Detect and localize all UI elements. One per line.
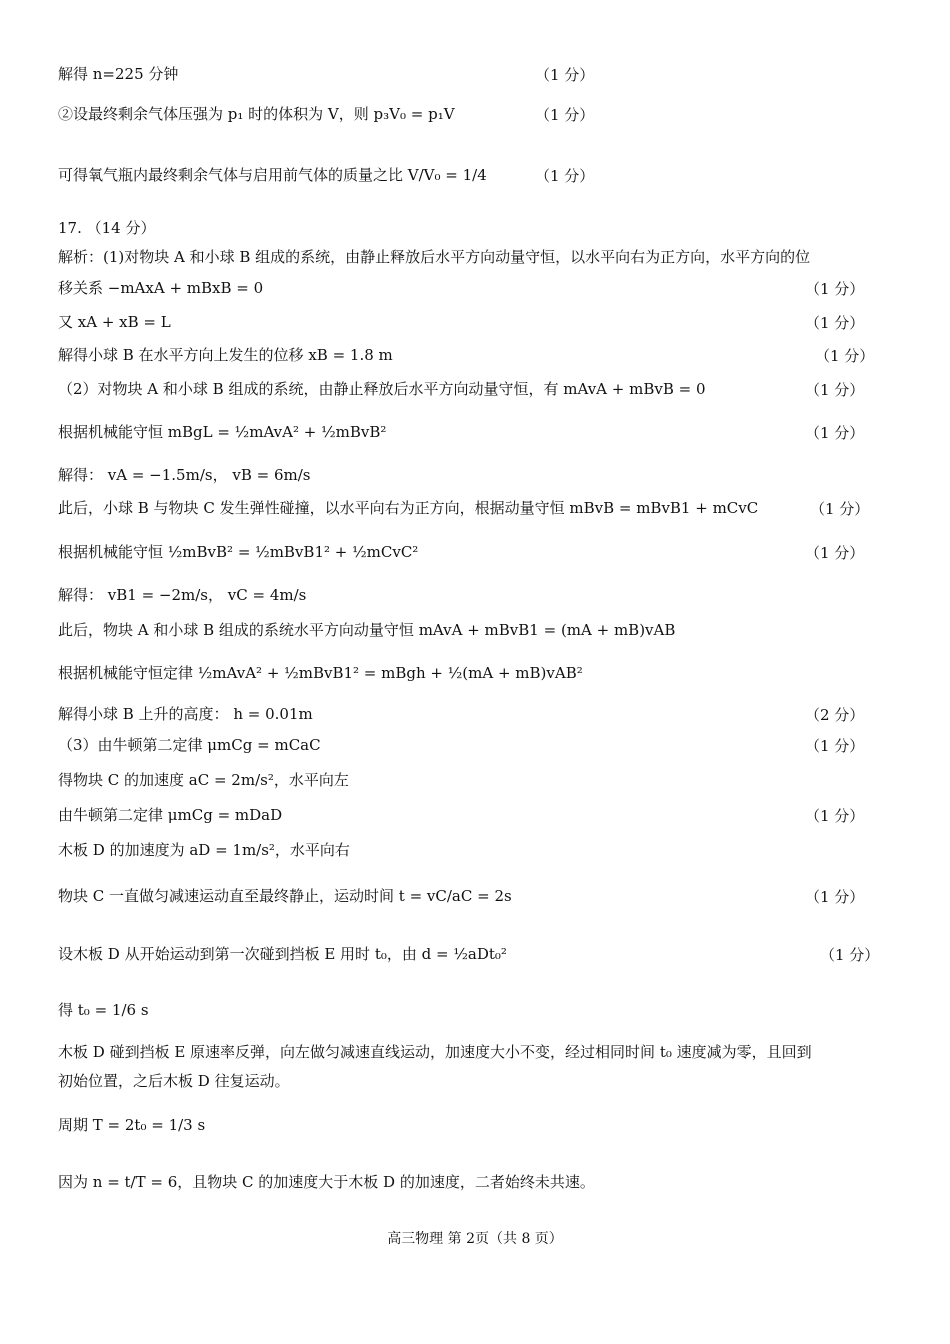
score-label: （1 分） <box>810 500 870 518</box>
score-label: （1 分） <box>805 314 865 332</box>
line-text: ②设最终剩余气体压强为 p₁ 时的体积为 V，则 p₃V₀ = p₁V <box>58 105 455 123</box>
line-text: 因为 n = t/T = 6，且物块 C 的加速度大于木板 D 的加速度，二者始终未共速。 <box>58 1173 595 1191</box>
text-line <box>58 379 893 399</box>
text-line <box>58 218 893 238</box>
line-text: 得物块 C 的加速度 aC = 2m/s²，水平向左 <box>58 771 349 789</box>
line-text: 解得小球 B 在水平方向上发生的位移 xB = 1.8 m <box>58 346 393 364</box>
text-line <box>58 1042 893 1062</box>
score-label: （1 分） <box>805 807 865 825</box>
text-line <box>58 1115 893 1135</box>
page-footer: 高三物理 第 2页（共 8 页） <box>387 1231 563 1247</box>
score-label: （1 分） <box>805 280 865 298</box>
score-label: （1 分） <box>535 66 595 84</box>
text-line <box>58 704 893 724</box>
text-line <box>58 465 893 485</box>
text-line <box>58 585 893 605</box>
line-text: 17. （14 分） <box>58 219 156 237</box>
text-line <box>58 1000 893 1020</box>
line-text: 木板 D 的加速度为 aD = 1m/s²，水平向右 <box>58 841 350 859</box>
score-label: （1 分） <box>805 737 865 755</box>
text-line <box>58 620 893 640</box>
line-text: 根据机械能守恒 mBgL = ½mAvA² + ½mBvB² <box>58 423 387 441</box>
line-text: （2）对物块 A 和小球 B 组成的系统，由静止释放后水平方向动量守恒，有 mAvA + mBvB = 0 <box>58 380 706 398</box>
line-text: 由牛顿第二定律 μmCg = mDaD <box>58 806 283 824</box>
text-line <box>58 278 893 298</box>
line-text: 根据机械能守恒定律 ½mAvA² + ½mBvB1² = mBgh + ½(mA + mB)vAB² <box>58 664 583 682</box>
line-text: 物块 C 一直做匀减速运动直至最终静止，运动时间 t = vC/aC = 2s <box>58 887 512 905</box>
text-line <box>58 165 893 185</box>
line-text: 可得氧气瓶内最终剩余气体与启用前气体的质量之比 V/V₀ = 1/4 <box>58 166 487 184</box>
line-text: 移关系 −mAxA + mBxB = 0 <box>58 279 264 297</box>
score-label: （1 分） <box>805 424 865 442</box>
line-text: 得 t₀ = 1/6 s <box>58 1001 149 1019</box>
text-line <box>58 805 893 825</box>
text-line <box>58 1071 893 1091</box>
line-text: 解得： vB1 = −2m/s， vC = 4m/s <box>58 586 307 604</box>
text-line <box>58 944 893 964</box>
score-label: （1 分） <box>805 381 865 399</box>
line-text: 设木板 D 从开始运动到第一次碰到挡板 E 用时 t₀，由 d = ½aDt₀² <box>58 945 507 963</box>
text-line <box>58 498 893 518</box>
line-text: 木板 D 碰到挡板 E 原速率反弹，向左做匀减速直线运动，加速度大小不变，经过相同时间 t₀ 速度减为零，且回到 <box>58 1043 812 1061</box>
text-line <box>58 770 893 790</box>
line-text: 又 xA + xB = L <box>58 313 171 331</box>
line-text: 周期 T = 2t₀ = 1/3 s <box>58 1116 206 1134</box>
line-text: 初始位置，之后木板 D 往复运动。 <box>58 1072 290 1090</box>
text-line <box>58 64 893 84</box>
line-text: 解析：(1)对物块 A 和小球 B 组成的系统，由静止释放后水平方向动量守恒，以水平向右为正方向，水平方向的位 <box>58 248 811 266</box>
score-label: （1 分） <box>815 347 875 365</box>
text-line <box>58 886 893 906</box>
text-line <box>58 312 893 332</box>
score-label: （1 分） <box>805 888 865 906</box>
line-text: 解得： vA = −1.5m/s， vB = 6m/s <box>58 466 311 484</box>
text-line <box>58 104 893 124</box>
line-text: 解得小球 B 上升的高度： h = 0.01m <box>58 705 313 723</box>
score-label: （1 分） <box>535 106 595 124</box>
text-line <box>58 247 893 267</box>
score-label: （2 分） <box>805 706 865 724</box>
text-line <box>58 840 893 860</box>
line-text: 此后，物块 A 和小球 B 组成的系统水平方向动量守恒 mAvA + mBvB1 = (mA + mB)vAB <box>58 621 676 639</box>
text-line <box>58 1172 893 1192</box>
text-line <box>58 663 893 683</box>
line-text: 解得 n=225 分钟 <box>58 65 179 83</box>
score-label: （1 分） <box>805 544 865 562</box>
text-line <box>58 735 893 755</box>
score-label: （1 分） <box>820 946 880 964</box>
line-text: （3）由牛顿第二定律 μmCg = mCaC <box>58 736 321 754</box>
text-line <box>58 422 893 442</box>
line-text: 根据机械能守恒 ½mBvB² = ½mBvB1² + ½mCvC² <box>58 543 419 561</box>
score-label: （1 分） <box>535 167 595 185</box>
text-line <box>58 345 893 365</box>
line-text: 此后，小球 B 与物块 C 发生弹性碰撞，以水平向右为正方向，根据动量守恒 mBvB = mBvB1 + mCvC <box>58 499 759 517</box>
text-line <box>58 542 893 562</box>
